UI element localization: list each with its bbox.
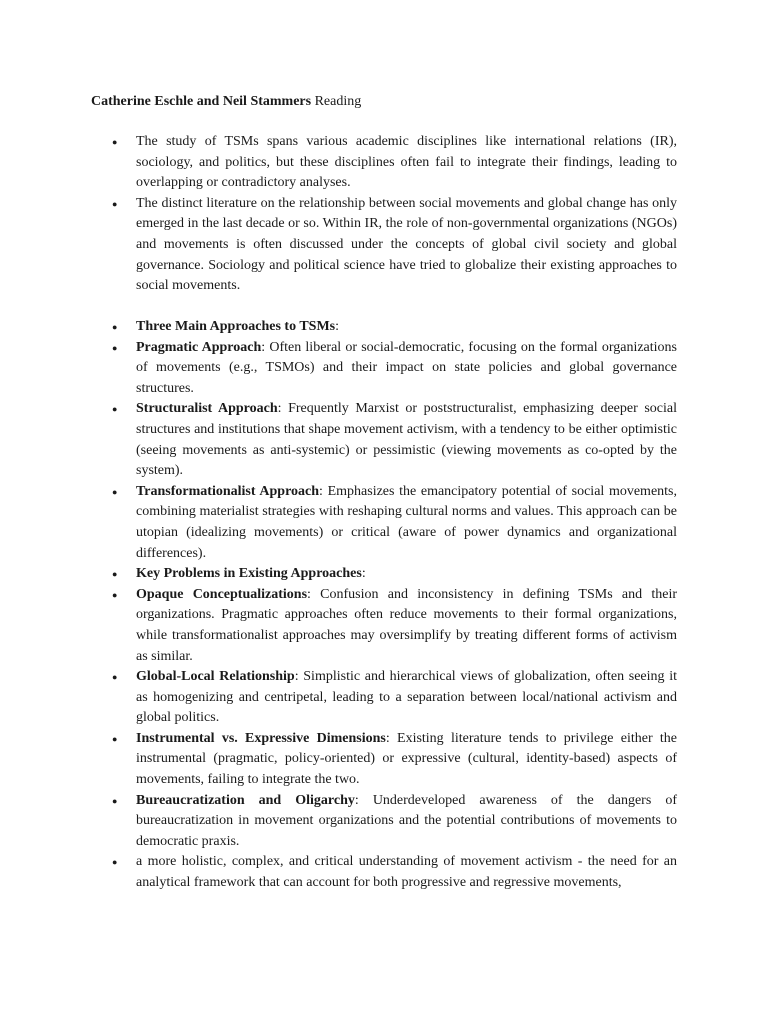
list-item bbox=[136, 729, 677, 791]
bullet-text: : bbox=[361, 566, 366, 582]
bullet-text: : Often liberal or social-democratic, focusing on the formal organizations of movements (e.g., TSMOs) and their impact on state policies and global governance structures. bbox=[136, 339, 677, 396]
title-suffix: Reading bbox=[311, 94, 362, 109]
bullet-text: : Frequently Marxist or poststructuralist, emphasizing deeper social structures and institutions that shape movement activism, with a tendency to be either optimistic (seeing movements as anti-systemic) or pessimistic (viewing movements as co-opted by the system). bbox=[136, 401, 677, 479]
list-item bbox=[136, 338, 677, 400]
bullet-text: : Underdeveloped awareness of the dangers of bureaucratization in movement organizations and the potential contributions of movements to democratic praxis. bbox=[136, 792, 677, 849]
bullet-term: Bureaucratization and Oligarchy bbox=[136, 792, 355, 808]
bullet-text: : bbox=[335, 319, 340, 334]
list-item bbox=[136, 585, 677, 667]
bullet-term: Global-Local Relationship bbox=[136, 669, 295, 685]
list-item bbox=[136, 852, 677, 893]
title-authors: Catherine Eschle and Neil Stammers bbox=[91, 94, 312, 109]
list-item bbox=[136, 564, 677, 585]
bullet-text: : Simplistic and hierarchical views of globalization, often seeing it as homogenizing and centripetal, leading to a separation between local/national activism and global politics. bbox=[136, 669, 677, 726]
list-item bbox=[136, 399, 677, 481]
bullet-text: The study of TSMs spans various academic disciplines like international relations (IR), sociology, and politics, but these disciplines often fail to integrate their findings, leading to overlapping or contradictory analyses. bbox=[136, 134, 677, 191]
bullet-text: : Emphasizes the emancipatory potential of social movements, combining materialist strategies with reshaping cultural norms and values. This approach can be utopian (idealizing movements) or critical (aware of power dynamics and organizational differences). bbox=[136, 483, 677, 561]
intro-bullet-list bbox=[136, 132, 677, 297]
list-item bbox=[136, 194, 677, 297]
bullet-term: Structuralist Approach bbox=[136, 401, 278, 417]
bullet-text: : Confusion and inconsistency in defining TSMs and their organizations. Pragmatic approaches often reduce movements to their formal organizations, while transformationalist approaches may oversimplify by treating different forms of activism as similar. bbox=[136, 586, 677, 664]
approaches-bullet-list bbox=[136, 317, 677, 894]
bullet-term: Key Problems in Existing Approaches bbox=[136, 566, 362, 582]
list-item bbox=[136, 482, 677, 564]
list-item bbox=[136, 317, 677, 338]
list-item bbox=[136, 132, 677, 194]
bullet-term: Instrumental vs. Expressive Dimensions bbox=[136, 730, 386, 746]
bullet-term: Transformationalist Approach bbox=[136, 483, 320, 499]
bullet-text: : Existing literature tends to privilege either the instrumental (pragmatic, policy-oriented) or expressive (cultural, identity-based) aspects of movements, failing to integrate the two. bbox=[136, 730, 677, 788]
document-title bbox=[91, 93, 361, 111]
bullet-term: Opaque Conceptualizations bbox=[136, 586, 308, 602]
bullet-text: The distinct literature on the relationship between social movements and global change has only emerged in the last decade or so. Within IR, the role of non-governmental organizations (NGOs) and movements is often discussed under the concepts of global civil society and global governance. Sociology and political science have tried to globalize their existing approaches to social movements. bbox=[136, 195, 677, 294]
list-item bbox=[136, 667, 677, 729]
bullet-text: a more holistic, complex, and critical understanding of movement activism - the need for an analytical framework that can account for both progressive and regressive movements, bbox=[136, 854, 677, 891]
bullet-term: Three Main Approaches to TSMs bbox=[136, 319, 336, 334]
list-item bbox=[136, 791, 677, 853]
bullet-term: Pragmatic Approach bbox=[136, 339, 262, 355]
